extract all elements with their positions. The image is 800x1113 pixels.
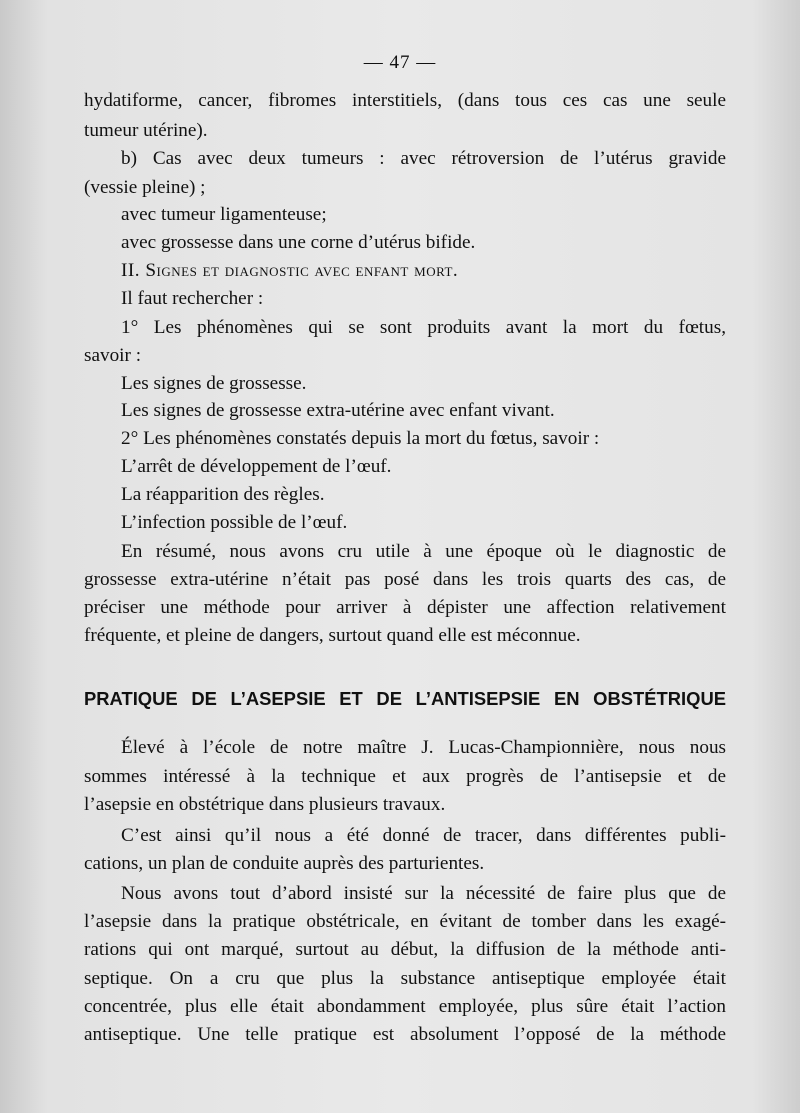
page-number: — 47 — [363, 52, 437, 73]
text-line: cations, un plan de conduite auprès des parturientes. [84, 853, 485, 874]
text-line: grossesse extra-utérine n’était pas posé dans les trois quarts des cas, de [84, 569, 726, 590]
text-line: septique. On a cru que plus la substance antiseptique employée était [84, 968, 726, 989]
text-line: Les signes de grossesse extra-utérine avec enfant vivant. [121, 400, 555, 421]
text-line: La réapparition des règles. [121, 484, 325, 505]
text-line: rations qui ont marqué, surtout au début, la diffusion de la méthode anti- [84, 939, 726, 960]
text-line: tumeur utérine). [84, 120, 208, 141]
text-line: L’infection possible de l’œuf. [121, 512, 348, 533]
text-line: (vessie pleine) ; [84, 177, 206, 198]
text-line: Nous avons tout d’abord insisté sur la nécessité de faire plus que de [121, 883, 726, 904]
text-line: Il faut rechercher : [121, 288, 264, 309]
text-line: Les signes de grossesse. [121, 373, 307, 394]
text-line: 2° Les phénomènes constatés depuis la mort du fœtus, savoir : [121, 428, 600, 449]
text-line: savoir : [84, 345, 142, 366]
text-line: hydatiforme, cancer, fibromes interstitiels, (dans tous ces cas une seule [84, 90, 726, 111]
text-line: antiseptique. Une telle pratique est absolument l’opposé de la méthode [84, 1024, 726, 1045]
text-line: b) Cas avec deux tumeurs : avec rétroversion de l’utérus gravide [121, 148, 726, 169]
text-line: avec tumeur ligamenteuse; [121, 204, 327, 225]
text-line: préciser une méthode pour arriver à dépister une affection relativement [84, 597, 726, 618]
text-line: Élevé à l’école de notre maître J. Lucas-Championnière, nous nous [121, 737, 726, 758]
section-heading: PRATIQUE DE L’ASEPSIE ET DE L’ANTISEPSIE EN OBSTÉTRIQUE [84, 688, 726, 709]
text-line: l’asepsie dans la pratique obstétricale, en évitant de tomber dans les exagé- [84, 911, 726, 932]
text-line: En résumé, nous avons cru utile à une époque où le diagnostic de [121, 541, 726, 562]
text-line: avec grossesse dans une corne d’utérus bifide. [121, 232, 476, 253]
section-subheading: II. Signes et diagnostic avec enfant mort. [121, 260, 459, 281]
text-line: C’est ainsi qu’il nous a été donné de tracer, dans différentes publi- [121, 825, 726, 846]
text-line: fréquente, et pleine de dangers, surtout quand elle est méconnue. [84, 625, 581, 646]
text-line: l’asepsie en obstétrique dans plusieurs travaux. [84, 794, 446, 815]
text-line: L’arrêt de développement de l’œuf. [121, 456, 392, 477]
text-line: concentrée, plus elle était abondamment employée, plus sûre était l’action [84, 996, 726, 1017]
text-line: 1° Les phénomènes qui se sont produits avant la mort du fœtus, [121, 317, 726, 338]
text-line: sommes intéressé à la technique et aux progrès de l’antisepsie et de [84, 766, 726, 787]
